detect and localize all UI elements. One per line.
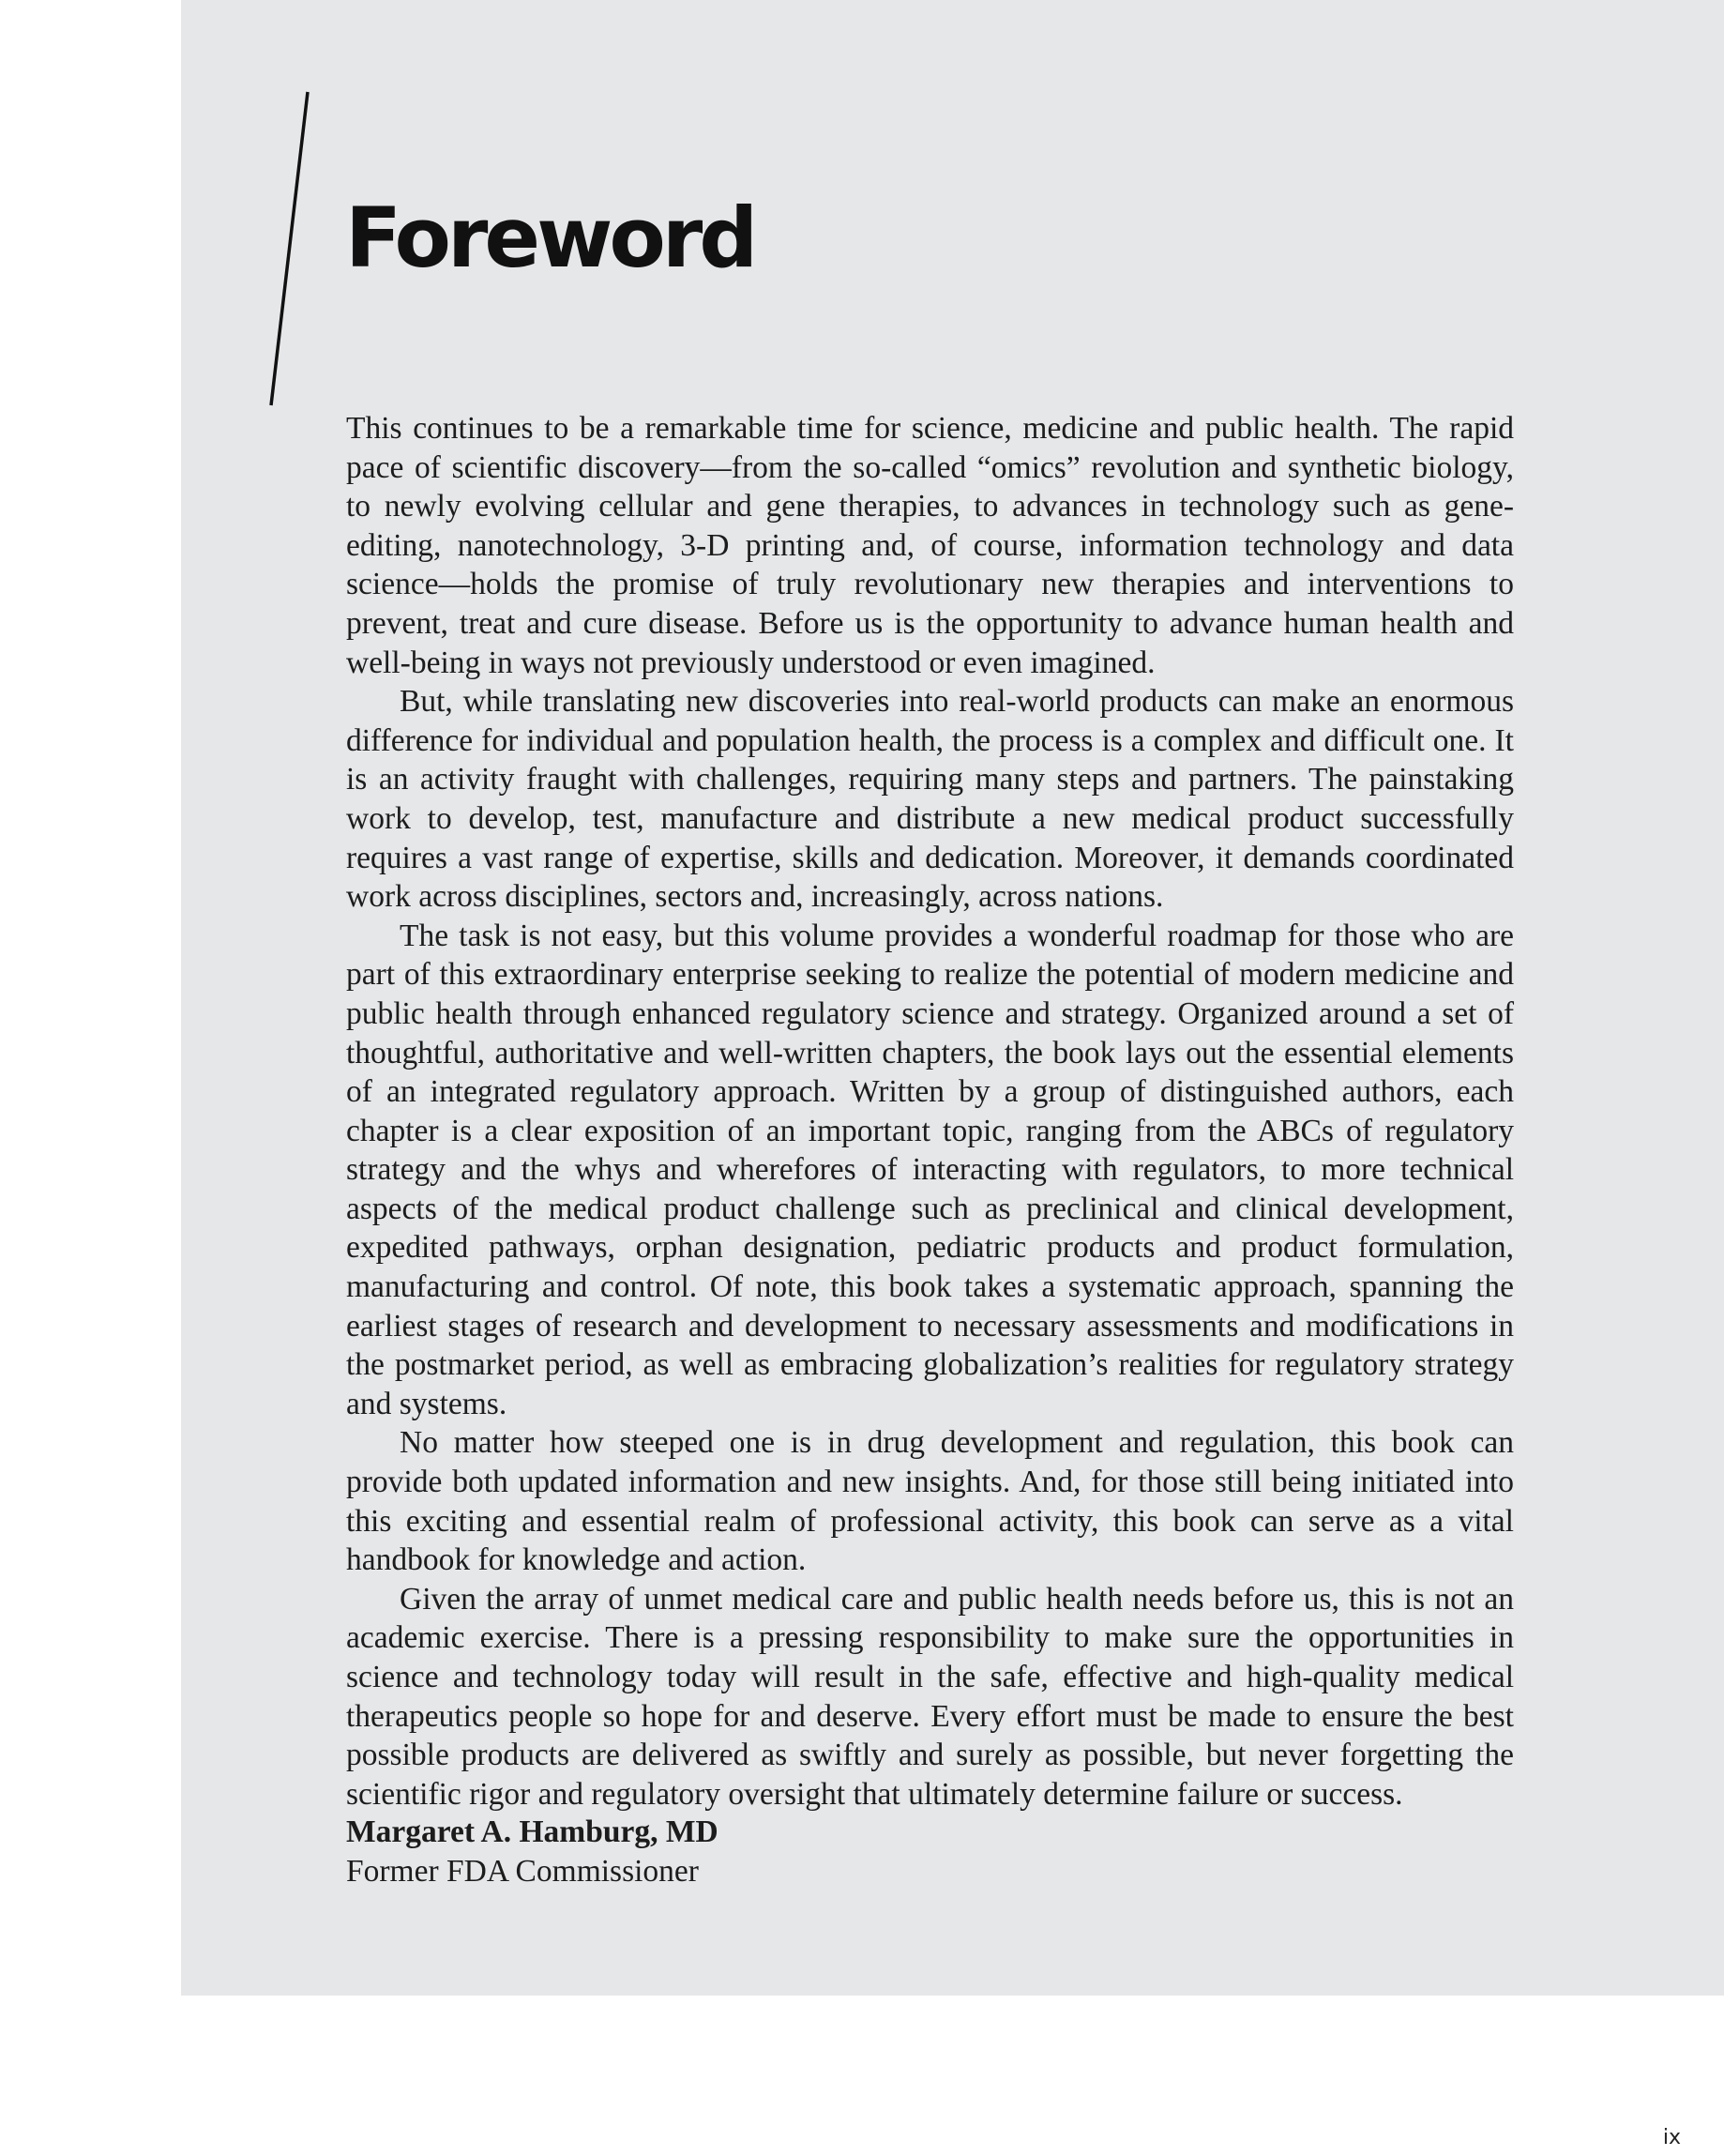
page-number: ix <box>1662 2126 1681 2149</box>
foreword-body <box>346 409 1514 1814</box>
page-title: Foreword <box>345 190 755 286</box>
signature-block <box>346 1813 718 1890</box>
author-name: Margaret A. Hamburg, MD <box>346 1814 718 1849</box>
paragraph: The task is not easy, but this volume provides a wonderful roadmap for those who are part of this extraordinary enterprise seeking to realize the potential of modern medicine and public health through enhanced regulatory science and strategy. Organized around a set of thoughtful, authoritative and well-written chapters, the book lays out the essential elements of an integrated regulatory approach. Written by a group of distinguished authors, each chapter is a clear exposition of an important topic, ranging from the ABCs of regulatory strategy and the whys and wherefores of interacting with regulators, to more technical aspects of the medical product challenge such as preclinical and clinical development, expedited pathways, orphan designation, pediatric products and product formulation, manufacturing and control. Of note, this book takes a systematic approach, spanning the earliest stages of research and development to necessary assessments and modifications in the postmarket period, as well as embracing globalization’s realities for regulatory strategy and systems. <box>346 918 1514 1421</box>
paragraph: Given the array of unmet medical care and public health needs before us, this is not an academic exercise. There is a pressing responsibility to make sure the opportunities in science and technology today will result in the safe, effective and high-quality medical therapeutics people so hope for and deserve. Every effort must be made to ensure the best possible products are delivered as swiftly and surely as possible, but never forgetting the scientific rigor and regulatory oversight that ultimately determine failure or success. <box>346 1581 1514 1812</box>
paragraph: But, while translating new discoveries into real-world products can make an enormous difference for individual and population health, the process is a complex and difficult one. It is an activity fraught with challenges, requiring many steps and partners. The painstaking work to develop, test, manufacture and distribute a new medical product successfully requires a vast range of expertise, skills and dedication. Moreover, it demands coordinated work across disciplines, sectors and, increasingly, across nations. <box>346 684 1514 915</box>
author-title: Former FDA Commissioner <box>346 1853 699 1889</box>
paragraph: No matter how steeped one is in drug development and regulation, this book can provide both updated information and new insights. And, for those still being initiated into this exciting and essential realm of professional activity, this book can serve as a vital handbook for knowledge and action. <box>346 1425 1514 1578</box>
paragraph: This continues to be a remarkable time for science, medicine and public health. The rapid pace of scientific discovery—from the so-called “omics” revolution and synthetic biology, to newly evolving cellular and gene therapies, to advances in technology such as gene-editing, nanotechnology, 3-D printing and, of course, information technology and data science—holds the promise of truly revolutionary new therapies and interventions to prevent, treat and cure disease. Before us is the opportunity to advance human health and well-being in ways not previously understood or even imagined. <box>346 411 1514 680</box>
